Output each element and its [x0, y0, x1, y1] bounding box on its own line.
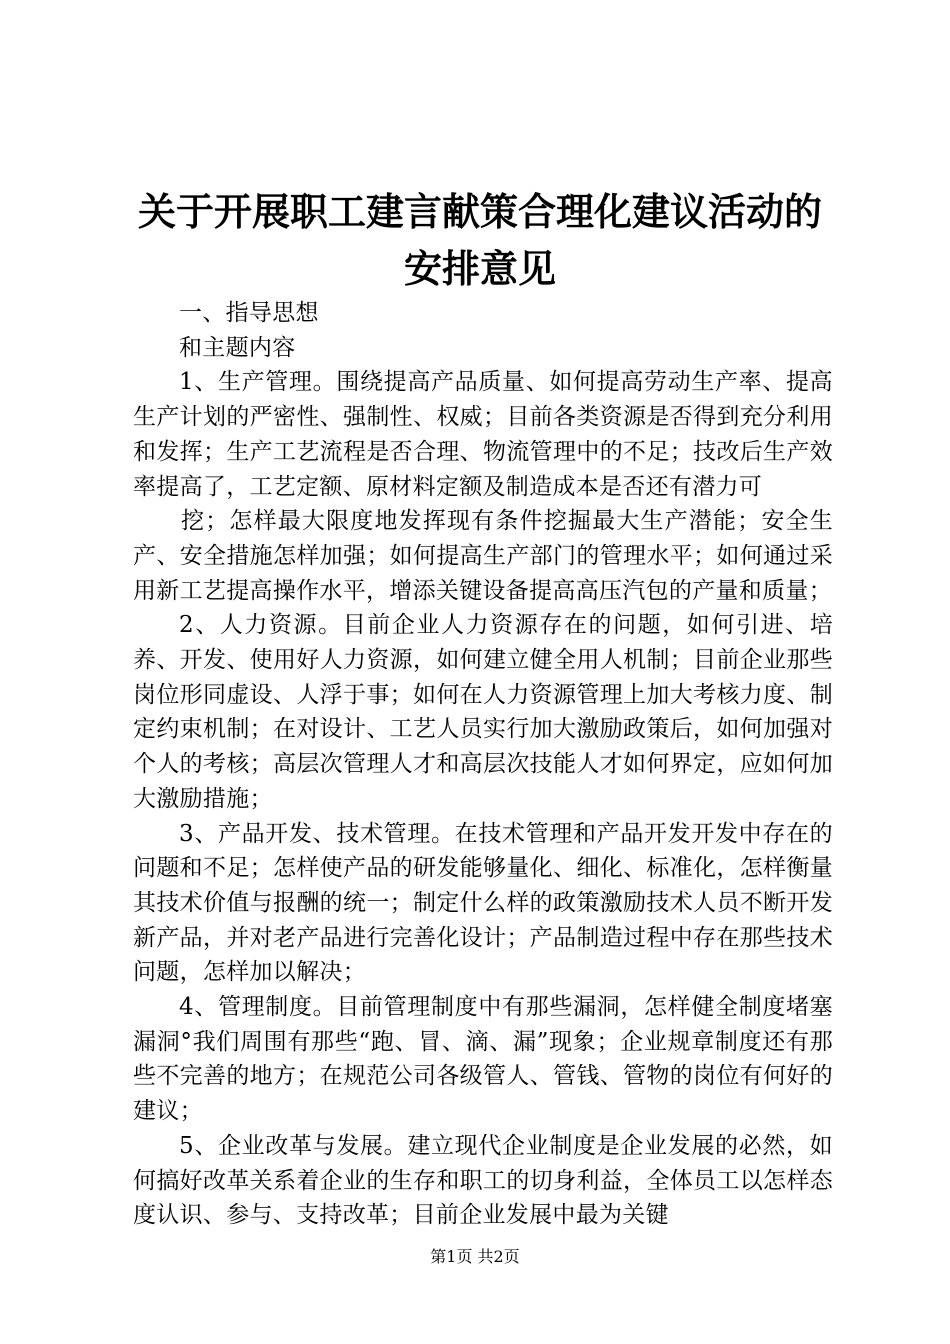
paragraph-product-development: 3、产品开发、技术管理。在技术管理和产品开发开发中存在的问题和不足；怎样使产品的研发能够量化、细化、标准化，怎样衡量其技术价值与报酬的统一；制定什么样的政策激励技术人员不断开发新产品，并对老产品进行完善化设计；产品制造过程中存在那些技术问题，怎样加以解决； [133, 820, 833, 986]
paragraph-production-continued: 挖；怎样最大限度地发挥现有条件挖掘最大生产潜能；安全生产、安全措施怎样加强；如何提高生产部门的管理水平；如何通过采用新工艺提高操作水平，增添关键设备提高高压汽包的产量和质量； [133, 508, 833, 604]
document-body [133, 296, 833, 1233]
paragraph-enterprise-reform: 5、企业改革与发展。建立现代企业制度是企业发展的必然，如何搞好改革关系着企业的生存和职工的切身利益，全体员工以怎样态度认识、参与、支持改革；目前企业发展中最为关键 [133, 1132, 833, 1229]
document-title: 关于开展职工建言献策合理化建议活动的安排意见 [137, 189, 822, 291]
paragraph-human-resources: 2、人力资源。目前企业人力资源存在的问题，如何引进、培养、开发、使用好人力资源，如何建立健全用人机制；目前企业那些岗位形同虚设、人浮于事；如何在人力资源管理上加大考核力度、制定约束机制；在对设计、工艺人员实行加大激励政策后，如何加强对个人的考核；高层次管理人才和高层次技能人才如何界定，应如何加大激励措施； [133, 612, 833, 812]
section-heading: 一、指导思想 [179, 300, 319, 326]
paragraph-production-management: 1、生产管理。围绕提高产品质量、如何提高劳动生产率、提高生产计划的严密性、强制性、权威；目前各类资源是否得到充分利用和发挥；生产工艺流程是否合理、物流管理中的不足；技改后生产效率提高了，工艺定额、原材料定额及制造成本是否还有潜力可 [133, 369, 833, 500]
section-subheading: 和主题内容 [179, 334, 296, 361]
paragraph-management-system: 4、管理制度。目前管理制度中有那些漏洞，怎样健全制度堵塞漏洞°我们周围有那些“跑、冒、滴、漏”现象；企业规章制度还有那些不完善的地方；在规范公司各级管人、管钱、管物的岗位有何好的建议； [133, 994, 833, 1125]
page-footer: 第1页 共2页 [430, 1247, 520, 1266]
